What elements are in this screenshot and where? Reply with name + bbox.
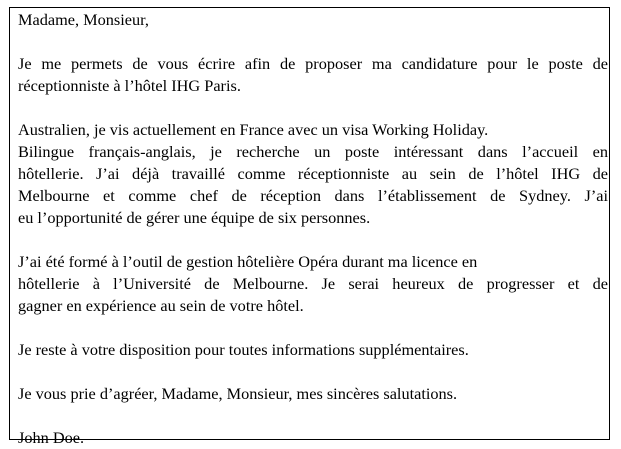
letter-frame [9,7,610,447]
paragraph2-line2: Bilingue français-anglais, je recherche un poste intéressant dans l’accueil en [18,142,608,161]
paragraph2-line1: Australien, je vis actuellement en France avec un visa Working Holiday. [18,120,489,139]
paragraph3-line1: J’ai été formé à l’outil de gestion hôtelière Opéra durant ma licence en [18,252,478,271]
paragraph1-line2: réceptionniste à l’hôtel IHG Paris. [18,76,241,95]
signature: John Doe. [18,428,85,447]
paragraph2-line4: Melbourne et comme chef de réception dans l’établissement de Sydney. J’ai [18,186,608,205]
paragraph-gap [18,229,608,251]
paragraph3-line3: gagner en expérience au sein de votre hôtel. [18,296,304,315]
paragraph3-line2: hôtellerie à l’Université de Melbourne. Je serai heureux de progresser et de [18,274,608,293]
paragraph-gap [18,405,608,427]
paragraph2-line5: eu l’opportunité de gérer une équipe de six personnes. [18,208,371,227]
paragraph-gap [18,31,608,53]
paragraph1-line1: Je me permets de vous écrire afin de proposer ma candidature pour le poste de [18,54,608,73]
closing: Je vous prie d’agréer, Madame, Monsieur, mes sincères salutations. [18,384,458,403]
paragraph-gap [18,361,608,383]
paragraph4: Je reste à votre disposition pour toutes informations supplémentaires. [18,340,469,359]
paragraph-gap [18,317,608,339]
salutation: Madame, Monsieur, [18,10,149,29]
paragraph2-line3: hôtellerie. J’ai déjà travaillé comme réceptionniste au sein de l’hôtel IHG de [18,164,608,183]
letter-body [18,9,608,449]
paragraph-gap [18,97,608,119]
